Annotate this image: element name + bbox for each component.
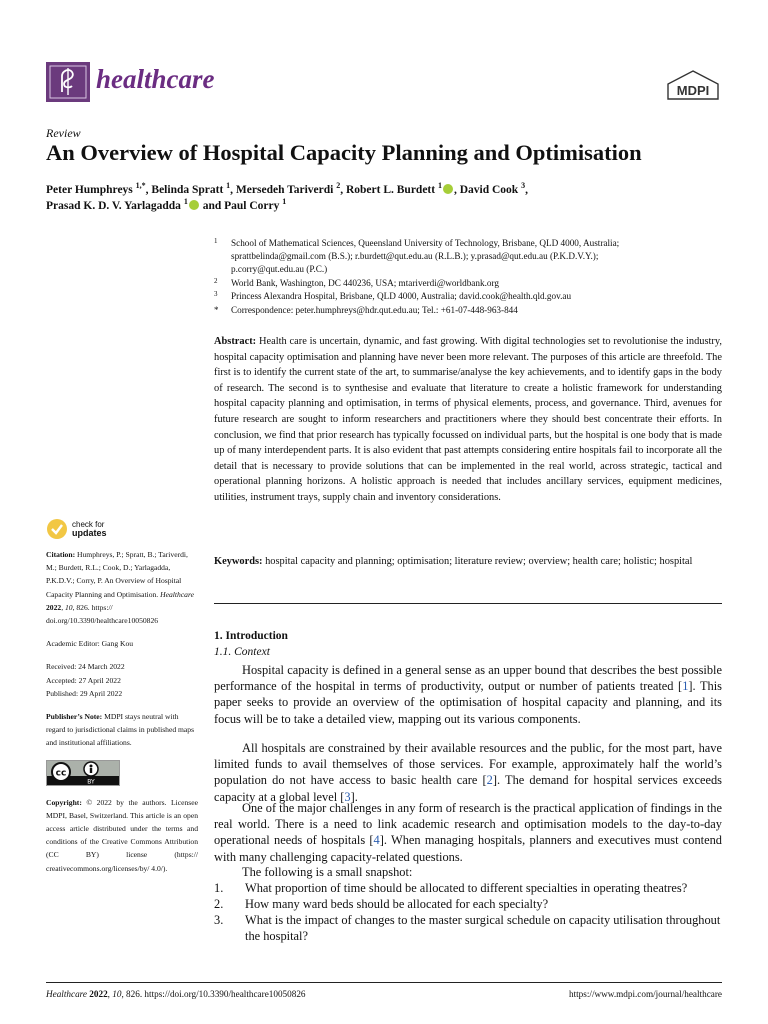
check-updates-badge[interactable]: check for updates xyxy=(46,518,198,540)
affiliation-1: 1 School of Mathematical Sciences, Queensland University of Technology, Brisbane, QLD 4000, Australia; sprattbelinda@gmail.com (B.S.); r.burdett@qut.edu.au (R.L.B.); y.prasad@qut.edu.au (P.K.D.V.Y.); p.corry@qut.edu.au (P.C.) xyxy=(214,237,620,274)
footer-divider xyxy=(46,982,722,983)
keywords: Keywords: hospital capacity and planning; optimisation; literature review; overview; health care; holistic; hospital xyxy=(214,556,693,567)
list-item: 3. What is the impact of changes to the master surgical schedule on capacity utilisation throughout the hospital? xyxy=(214,913,721,944)
citation-link[interactable]: 3 xyxy=(344,789,351,804)
publisher-note: Publisher’s Note: MDPI stays neutral with regard to jurisdictional claims in published maps and institutional affiliations. xyxy=(46,712,195,748)
affiliation-3: 3 Princess Alexandra Hospital, Brisbane, QLD 4000, Australia; david.cook@health.qld.gov.au xyxy=(214,290,572,301)
orcid-icon[interactable] xyxy=(443,184,453,194)
paragraph-4: The following is a small snapshot: xyxy=(242,865,413,879)
received-date: Received: 24 March 2022 xyxy=(46,662,125,672)
citation: Citation: Humphreys, P.; Spratt, B.; Tariverdi, M.; Burdett, R.L.; Cook, D.; Yarlagadda, P.K.D.V.; Corry, P. An Overview of Hospital Capacity Planning and Optimisation. Healthcare 2022, 10, 826. https:// doi.org/10.3390/healthcare10050826 xyxy=(46,550,195,626)
author-name: Peter Humphreys xyxy=(46,183,133,196)
page-title: An Overview of Hospital Capacity Planning and Optimisation xyxy=(46,140,642,165)
citation-link[interactable]: 4 xyxy=(373,833,380,848)
publisher-name: MDPI xyxy=(676,83,710,98)
academic-editor: Academic Editor: Gang Kou xyxy=(46,639,134,649)
paragraph-3: One of the major challenges in any form of research is the practical application of findings in the real world. There is a need to link academic research and optimisation models to the day-to-day operational needs of hospitals [4]. When managing hospitals, planners and executives must contend with many challenging capacity-related questions. xyxy=(214,801,723,864)
cc-by-badge[interactable] xyxy=(46,760,120,786)
svg-text:BY: BY xyxy=(87,778,95,785)
journal-logo xyxy=(46,62,90,102)
check-updates-icon xyxy=(46,518,68,540)
subsection-heading: 1.1. Context xyxy=(214,646,270,658)
paragraph-1: Hospital capacity is defined in a general sense as an upper bound that describes the best possible performance of the hospital in terms of productivity, output or number of patients treated [1]. This paper seeks to provide an overview of the optimisation of hospital capacity and planning, and its focus will be to take a detailed view, mapping out its various components. xyxy=(214,663,722,726)
author-name: Mersedeh Tariverdi xyxy=(235,183,334,196)
correspondence: * Correspondence: peter.humphreys@hdr.qut.edu.au; Tel.: +61-07-448-963-844 xyxy=(214,305,518,315)
published-date: Published: 29 April 2022 xyxy=(46,688,123,698)
author-list-line-1: Peter Humphreys $^{1,*}$, Belinda Spratt $^1$, Mersedeh Tariverdi $^2$, Robert L. Burdett $^1$ , David Cook $^3$, xyxy=(46,181,528,196)
svg-text:cc: cc xyxy=(55,768,67,779)
author-name: David Cook xyxy=(459,183,519,196)
citation-link[interactable]: 2 xyxy=(486,773,493,788)
section-heading: 1. Introduction xyxy=(214,630,288,642)
author-name: Prasad K. D. V. Yarlagadda xyxy=(46,199,181,212)
affiliation-2: 2 World Bank, Washington, DC 440236, USA; mtariverdi@worldbank.org xyxy=(214,277,499,288)
author-name: Robert L. Burdett xyxy=(345,183,436,196)
healthcare-icon xyxy=(46,62,90,102)
article-type: Review xyxy=(46,126,81,140)
list-item: 2. How many ward beds should be allocated for each specialty? xyxy=(214,897,549,911)
paragraph-2: All hospitals are constrained by their available resources and the public, for the most part, have limited funds to avail themselves of those services. For example, approximately half the world’s population do not have access to basic health care [2]. The demand for hospital services exceeds capacity at a global level [3]. xyxy=(214,741,722,804)
copyright: Copyright: © 2022 by the authors. Licensee MDPI, Basel, Switzerland. This article is an open access article distributed under the terms and conditions of the Creative Commons Attribution (CC BY) license (https:// creativecommons.org/licenses/by/ 4.0/). xyxy=(46,797,198,873)
orcid-icon[interactable] xyxy=(189,200,199,210)
author-name: and Paul Corry xyxy=(202,199,280,212)
article-sidebar xyxy=(46,518,198,875)
list-item: 1. What proportion of time should be allocated to different specialties in operating theatres? xyxy=(214,881,688,895)
accepted-date: Accepted: 27 April 2022 xyxy=(46,675,121,685)
mdpi-logo xyxy=(666,70,720,104)
divider xyxy=(214,603,722,604)
footer-citation: Healthcare 2022, 10, 826. https://doi.org/10.3390/healthcare10050826 xyxy=(46,989,306,999)
citation-link[interactable]: 1 xyxy=(682,679,689,694)
author-name: Belinda Spratt xyxy=(151,183,224,196)
journal-name: healthcare xyxy=(96,64,215,94)
footer-journal-link[interactable]: https://www.mdpi.com/journal/healthcare xyxy=(568,989,722,999)
author-list-line-2: Prasad K. D. V. Yarlagadda $^1$ and Paul Corry $^1$ xyxy=(46,197,287,212)
abstract: Abstract: Health care is uncertain, dynamic, and fast growing. With digital technologies set to revolutionise the industry, hospital capacity optimisation and planning have never been more relevant. The purposes of this article are threefold. The first is to identify the current state of the art, to summarise/analyse the key achievements, and to identify gaps in the body of research. The second is to synthesise and evaluate that literature to create a holistic framework for understanding hospital capacity planning and optimisation, in terms of physical elements, process, and governance. Third, avenues for future research are sought to inform researchers and practitioners where they should best concentrate their efforts. In conclusion, we find that prior research has typically focussed on individual parts, but the hospital is one body that is made up of many interdependent parts. It is also evident that past attempts considering entire hospitals fail to incorporate all the detail that is necessary to provide solutions that can be implemented in the real world, across strategic, tactical and operational planning horizons. A holistic approach is needed that includes ancillary services, equipment medicines, utilities, instrument trays, supply chain and inventory considerations. xyxy=(214,336,722,503)
